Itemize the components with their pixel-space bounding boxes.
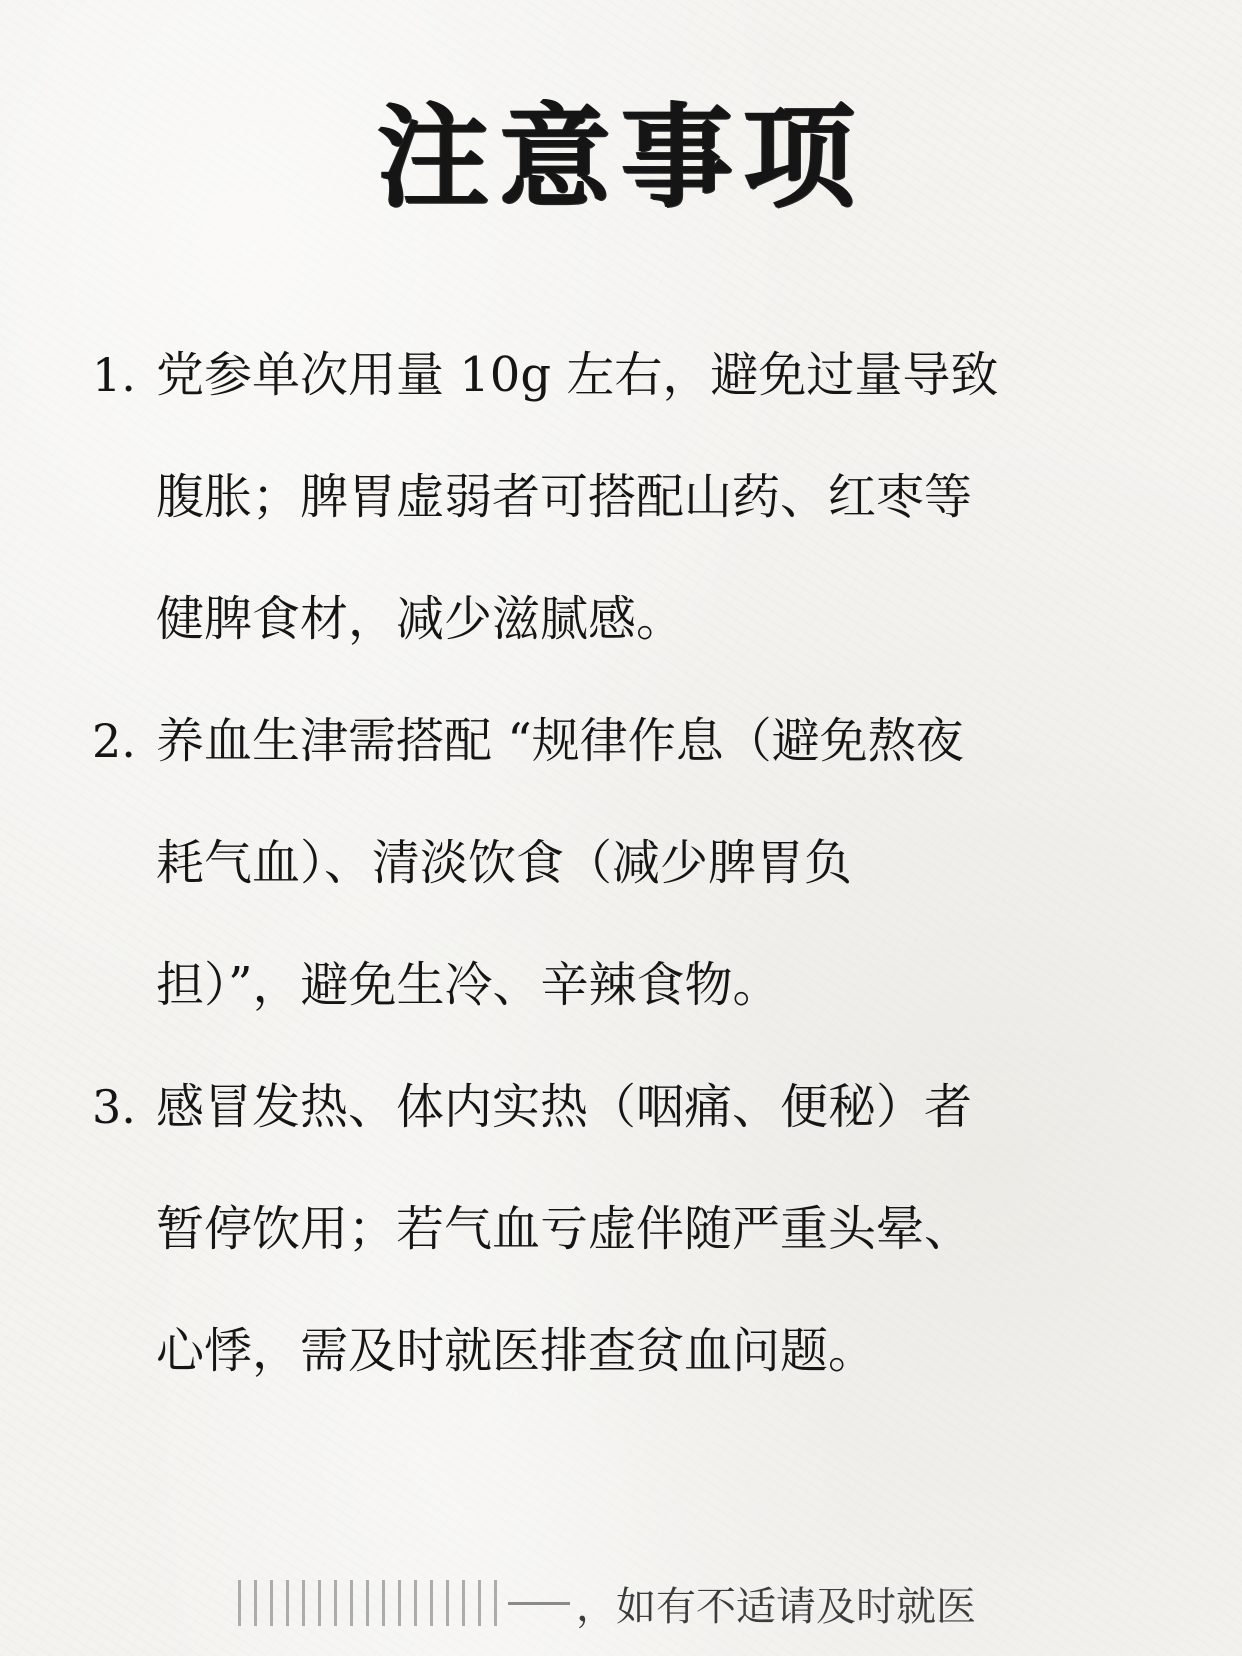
obscured-text-strokes (238, 1578, 570, 1628)
item-line: 养血生津需搭配 “规律作息（避免熬夜 (156, 713, 964, 769)
stroke-mark (334, 1580, 337, 1626)
item-line: 耗气血）、清淡饮食（减少脾胃负 (156, 835, 853, 891)
list-item (92, 1046, 1132, 1412)
stroke-mark (350, 1580, 353, 1626)
item-line: 暂停饮用；若气血亏虚伴随严重头晕、 (156, 1201, 973, 1257)
stroke-mark (302, 1580, 305, 1626)
stroke-mark (238, 1580, 241, 1626)
stroke-mark (382, 1580, 385, 1626)
item-line: 担）”，避免生冷、辛辣食物。 (156, 957, 781, 1013)
item-line: 心悸，需及时就医排查贫血问题。 (156, 1323, 877, 1379)
stroke-mark (398, 1580, 401, 1626)
stroke-mark (366, 1580, 369, 1626)
stroke-mark (254, 1580, 257, 1626)
stroke-mark (430, 1580, 433, 1626)
footer-note (238, 1568, 1058, 1638)
stroke-mark (478, 1580, 481, 1626)
stroke-mark (414, 1580, 417, 1626)
stroke-mark (286, 1580, 289, 1626)
footer-text: ，如有不适请及时就医 (576, 1583, 976, 1630)
item-number: 1. (92, 348, 136, 402)
item-line: 健脾食材，减少滋腻感。 (156, 591, 685, 647)
item-line: 党参单次用量 10g 左右，避免过量导致 (156, 347, 999, 403)
stroke-mark (462, 1580, 465, 1626)
item-number: 3. (92, 1080, 136, 1134)
notes-list (92, 314, 1132, 1412)
item-line: 腹胀；脾胃虚弱者可搭配山药、红枣等 (156, 469, 973, 525)
page-title: 注意事项 (377, 92, 865, 223)
stroke-mark (318, 1580, 321, 1626)
item-line: 感冒发热、体内实热（咽痛、便秘）者 (156, 1079, 973, 1135)
stroke-mark (446, 1580, 449, 1626)
stroke-mark (508, 1602, 570, 1605)
stroke-mark (270, 1580, 273, 1626)
stroke-mark (494, 1580, 497, 1626)
item-number: 2. (92, 714, 136, 768)
list-item (92, 680, 1132, 1046)
list-item (92, 314, 1132, 680)
